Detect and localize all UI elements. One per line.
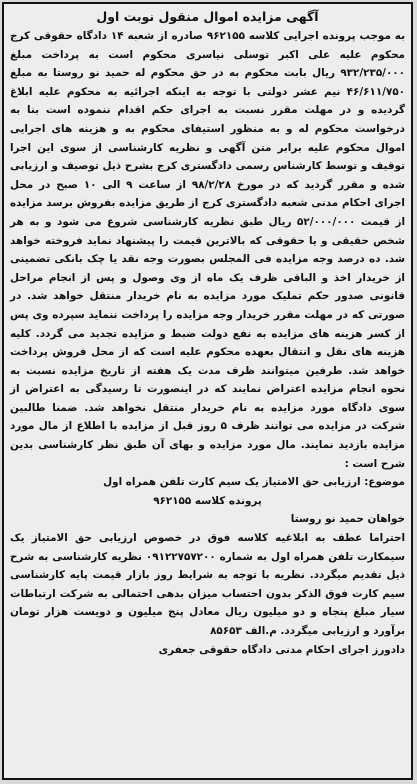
signature-line: دادورز اجرای احکام مدنی دادگاه حقوقی جعفری bbox=[158, 643, 405, 656]
expert-opinion: احتراما عطف به ابلاغیه کلاسه فوق در خصوص ارزیابی حق الامتیاز یک سیمکارت تلفن همراه اول به شماره ۰۹۱۲۲۷۵۷۲۰۰ نظریه کارشناسی به شرح ذیل تقدیم میگردد. نظریه با توجه به شرایط روز بازار قیمت پایه کارشناسی سیم کارت فوق الذکر بدون احتساب میزان بدهی احتمالی به شرکت ارتباطات سیار مبلغ پنجاه و دو میلیون ریال معادل پنج میلیون و دویست هزار تومان برآورد و ارزیابی میگردد. م.الف ۸۵۶۵۳ bbox=[10, 532, 405, 637]
auction-notice bbox=[2, 2, 413, 780]
case-number-line: پرونده کلاسه ۹۶۲۱۵۵ bbox=[153, 494, 262, 507]
notice-body: به موجب پرونده اجرایی کلاسه ۹۶۲۱۵۵ صادره از شعبه ۱۴ دادگاه حقوقی کرج محکوم علیه علی اکبر توسلی نیاسری محکوم است به پرداخت مبلغ ۹۳۲/۲۳۵/۰۰۰ ریال بابت محکوم به در حق محکوم له حمید نو روستا به مبلغ ۴۶/۶۱۱/۷۵۰ نیم عشر دولتی با توجه به اینکه اجرائیه به محکوم علیه ابلاغ گردیده و در مهلت مقرر نسبت به اجرای حکم اقدام ننموده است بنا به درخواست محکوم له و به منظور استیفای محکوم به و هزینه های اجرایی اموال محکوم علیه برابر متن آگهی و نظریه کارشناسی از سوی این اجرا توقیف و توسط کارشناس رسمی دادگستری کرج بشرح ذیل توصیف و ارزیابی شده و مقرر گردید که در مورخ ۹۸/۲/۲۸ از ساعت ۹ الی ۱۰ صبح در محل اجرای احکام مدنی شعبه دادگستری کرج از طریق مزایده بفروش برسد مزایده از قیمت ۵۲/۰۰۰/۰۰۰ ریال طبق نظریه کارشناسی شروع می شود و به هر شخص حقیقی و یا حقوقی که بالاترین قیمت را پیشنهاد نماید فروخته خواهد شد. ده درصد وجه مزایده فی المجلس بصورت وجه نقد یا چک بانکی تضمینی از خریدار اخذ و الباقی ظرف یک ماه از وی وصول و پس از انجام مراحل قانونی صدور حکم تملیک مورد مزایده به نام خریدار منتقل خواهد شد. در صورتی که در مهلت مقرر خریدار وجه مزایده را پرداخت ننماید سپرده وی پس از کسر هزینه های مزایده به نفع دولت ضبط و مزایده تجدید می گردد. کلیه هزینه های نقل و انتقال بعهده محکوم علیه است که از محل فروش پرداخت خواهد شد. طرفین میتوانند ظرف مدت یک هفته از تاریخ مزایده نسبت به نحوه انجام مزایده اعتراض نمایند که در اینصورت تا رسیدگی به اعتراض از سوی دادگاه مورد مزایده به نام خریدار منتقل نخواهد شد. ضمنا طالبین شرکت در مزایده می توانند ظرف ۵ روز قبل از مزایده با اطلاع از مال مورد مزایده بازدید نمایند. مال مورد مزایده و بهای آن طبق نظر کارشناسی بدین شرح است : bbox=[10, 30, 406, 470]
subject-line: موضوع: ارزیابی حق الامتیاز یک سیم کارت تلفن همراه اول bbox=[103, 476, 405, 489]
notice-title: آگهی مزایده اموال منقول نوبت اول bbox=[96, 9, 319, 24]
claimant-line: خواهان حمید نو روستا bbox=[290, 513, 405, 526]
